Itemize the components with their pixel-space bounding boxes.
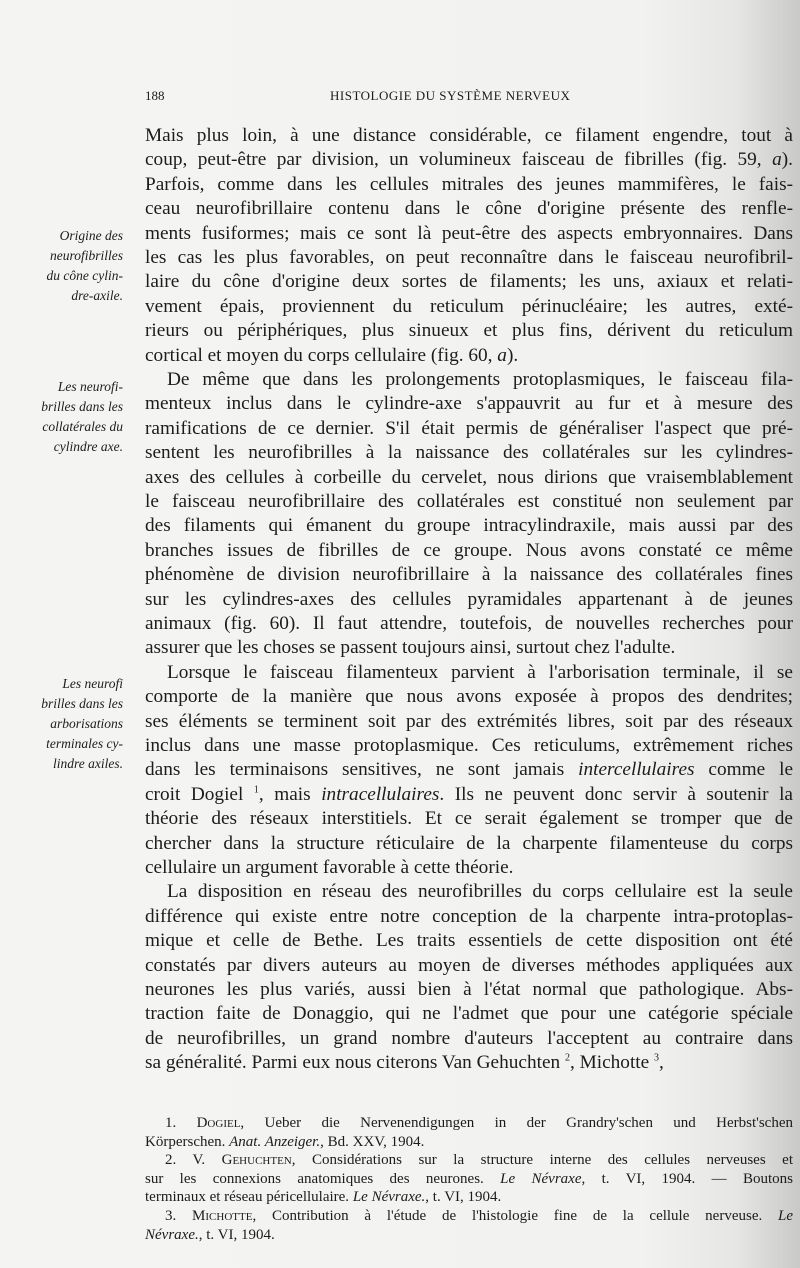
text-run: , t. VI, 1904.: [198, 1226, 275, 1243]
text-run: Dogiel: [196, 1115, 241, 1131]
text-run: Körperschen.: [145, 1133, 230, 1150]
text-run: des filaments qui émanent du groupe intracylindraxile, mais aussi par des: [145, 515, 793, 537]
text-run: chercher dans la structure réticulaire de la charpente filamenteuse du corps: [145, 832, 793, 854]
footnote-line: [145, 1170, 793, 1188]
text-line: [145, 490, 793, 514]
text-run: Le: [778, 1208, 794, 1224]
margin-note-line: du cône cylin-: [46, 268, 123, 283]
margin-note-line: brilles dans les: [41, 399, 123, 414]
text-line: [145, 441, 793, 465]
margin-note-line: Origine des: [59, 228, 123, 243]
text-run: a: [772, 149, 782, 171]
text-run: , Contribution à l'étude de l'histologie fine de la cellule nerveuse.: [252, 1208, 779, 1224]
text-run: mique et celle de Bethe. Les traits essentiels de cette disposition ont été: [145, 930, 793, 952]
text-run: terminaux et réseau péricellulaire.: [145, 1189, 353, 1206]
margin-note: [0, 674, 123, 774]
text-run: croit Dogiel: [145, 783, 254, 805]
text-line: [145, 636, 793, 660]
text-run: théorie des réseaux interstitiels. Et ce serait également se tromper que de: [145, 808, 793, 830]
text-line: [145, 392, 793, 416]
footnote-line: [145, 1226, 793, 1244]
text-line: [145, 246, 793, 270]
text-line: [145, 856, 793, 880]
margin-note-line: Les neurofi-: [57, 379, 123, 394]
text-run: intercellulaires: [578, 759, 695, 781]
text-run: Le Névraxe: [500, 1170, 582, 1187]
footnote-ref: 1: [253, 784, 259, 796]
text-line: [145, 954, 793, 978]
text-run: ses éléments se terminent soit par des extrémités libres, soit par des réseaux: [145, 710, 793, 732]
text-run: différence qui existe entre notre conception de la charpente intra-protoplas-: [145, 905, 793, 927]
text-run: comme le: [694, 759, 793, 781]
text-run: 3.: [165, 1208, 193, 1224]
margin-note-line: terminales cy-: [46, 736, 123, 751]
text-line: [145, 270, 793, 294]
text-line: [145, 929, 793, 953]
text-line: [145, 807, 793, 831]
text-run: ceau neurofibrillaire contenu dans le cône d'origine présente des renfle-: [145, 198, 793, 220]
text-run: menteux inclus dans le cylindre-axe s'appauvrit au fur et à mesure des: [145, 393, 793, 415]
text-line: [145, 563, 793, 587]
text-line: [145, 466, 793, 490]
text-line: [145, 832, 793, 856]
text-line: [145, 758, 793, 782]
footnote-ref: 2: [564, 1052, 570, 1064]
text-run: phénomène de division neurofibrillaire à la naissance des collatérales fines: [145, 564, 793, 586]
text-line: [145, 124, 793, 148]
text-line: [145, 661, 793, 685]
text-run: , t. VI, 1904. — Boutons: [581, 1170, 793, 1187]
margin-note-line: cylindre axe.: [53, 439, 123, 454]
margin-note: [0, 226, 123, 306]
text-line: [145, 173, 793, 197]
text-run: , t. VI, 1904.: [425, 1189, 502, 1206]
text-run: intracellulaires: [321, 783, 440, 805]
footnote-line: [145, 1114, 793, 1132]
text-line: [145, 1002, 793, 1026]
text-line: [145, 295, 793, 319]
text-run: ments fusiformes; mais ce sont là peut-être des aspects embryonnaires. Dans: [145, 222, 793, 244]
text-run: , Michotte: [569, 1052, 655, 1074]
text-line: [145, 222, 793, 246]
margin-note: [0, 377, 123, 457]
text-run: les cas les plus favorables, on peut reconnaître dans le faisceau neurofibril-: [145, 247, 793, 268]
text-run: laire du cône d'origine deux sortes de filaments; les uns, axiaux et relati-: [145, 271, 793, 293]
text-line: [145, 539, 793, 563]
text-run: , Considérations sur la structure interne des cellules nerveuses et: [291, 1152, 793, 1169]
text-line: [145, 344, 793, 368]
footnote-line: [145, 1207, 793, 1225]
text-run: ).: [506, 344, 519, 366]
text-run: ).: [781, 149, 793, 171]
margin-note-line: lindre axiles.: [53, 756, 123, 771]
text-run: neurones les plus variés, aussi bien à l'état normal que pathologique. Abs-: [145, 979, 793, 1000]
text-run: cortical et moyen du corps cellulaire (fig. 60,: [145, 344, 498, 366]
footnote-line: [145, 1151, 793, 1169]
text-run: inclus dans une masse protoplasmique. Ces reticulums, extrêmement riches: [145, 735, 793, 756]
margin-note-line: arborisations: [50, 716, 123, 731]
text-run: Lorsque le faisceau filamenteux parvient à l'arborisation terminale, il se: [167, 661, 793, 683]
text-run: Le Névraxe.: [352, 1189, 426, 1206]
text-run: rieurs ou périphériques, plus sinueux et plus fins, dérivent du reticulum: [145, 320, 793, 342]
text-line: [145, 685, 793, 709]
text-run: animaux (fig. 60). Il faut attendre, toutefois, de nouvelles recherches pour: [145, 613, 793, 634]
text-run: , Bd. XXV, 1904.: [320, 1133, 425, 1150]
text-run: axes des cellules à corbeille du cervelet, nous dirions que vraisemblablement: [145, 466, 793, 488]
text-run: constatés par divers auteurs au moyen de diverses méthodes appliquées aux: [145, 954, 793, 976]
text-run: vement épais, proviennent du reticulum périnucléaire; les autres, exté-: [145, 295, 793, 317]
text-run: . Ils ne peuvent donc servir à soutenir la: [439, 783, 793, 805]
footnote-ref: 3: [654, 1052, 660, 1064]
text-run: cellulaire un argument favorable à cette théorie.: [145, 857, 514, 878]
text-run: assurer que les choses se passent toujours ainsi, surtout chez l'adulte.: [145, 637, 676, 659]
text-line: [145, 905, 793, 929]
text-run: traction faite de Donaggio, qui ne l'admet que pour une catégorie spéciale: [145, 1003, 793, 1025]
text-run: , mais: [258, 783, 322, 805]
text-run: coup, peut-être par division, un volumineux faisceau de fibrilles (fig. 59,: [145, 149, 773, 171]
margin-note-line: brilles dans les: [41, 696, 123, 711]
text-run: a: [497, 344, 507, 366]
text-run: Parfois, comme dans les cellules mitrales des jeunes mammifères, le fais-: [145, 173, 793, 195]
text-run: sa généralité. Parmi eux nous citerons Van Gehuchten: [145, 1052, 565, 1074]
text-run: le faisceau neurofibrillaire des collatérales est constitué non seulement par: [145, 491, 793, 512]
margin-note-line: collatérales du: [42, 419, 123, 434]
margin-note-line: neurofibrilles: [50, 248, 123, 263]
text-line: [145, 319, 793, 343]
text-line: [145, 612, 793, 636]
text-line: [145, 588, 793, 612]
text-run: Névraxe.: [145, 1226, 199, 1243]
text-line: [145, 197, 793, 221]
text-run: sentent les neurofibrilles à la naissance des collatérales sur les cylindres-: [145, 442, 793, 464]
text-line: [145, 368, 793, 392]
text-run: De même que dans les prolongements protoplasmiques, le faisceau fila-: [167, 369, 793, 390]
margin-note-line: Les neurofi: [62, 676, 123, 691]
text-line: [145, 148, 793, 172]
text-run: comporte de la manière que nous avons exposée à propos des dendrites;: [145, 686, 793, 708]
text-run: dans les terminaisons sensitives, ne sont jamais: [145, 759, 579, 781]
text-run: Anat. Anzeiger.: [229, 1133, 321, 1150]
text-line: [145, 1051, 793, 1075]
footnote-line: [145, 1133, 793, 1151]
text-run: ,: [659, 1052, 664, 1074]
text-run: sur les cylindres-axes des cellules pyramidales appartenant à de jeunes: [145, 588, 793, 610]
text-line: [145, 1027, 793, 1051]
margin-note-line: dre-axile.: [71, 288, 123, 303]
text-run: 1.: [165, 1115, 197, 1131]
text-run: Gehuchten: [221, 1152, 292, 1169]
text-run: Mais plus loin, à une distance considérable, ce filament engendre, tout à: [145, 125, 793, 146]
text-run: La disposition en réseau des neurofibrilles du corps cellulaire est la seule: [167, 881, 793, 903]
text-run: Michotte: [192, 1208, 253, 1224]
text-line: [145, 417, 793, 441]
text-line: [145, 710, 793, 734]
text-run: de neurofibrilles, un grand nombre d'auteurs l'acceptent au contraire dans: [145, 1027, 793, 1049]
text-run: branches issues de fibrilles de ce groupe. Nous avons constaté ce même: [145, 539, 793, 561]
text-line: [145, 734, 793, 758]
text-line: [145, 783, 793, 807]
text-line: [145, 880, 793, 904]
text-line: [145, 514, 793, 538]
footnote-line: [145, 1188, 793, 1206]
text-run: 2. V.: [165, 1152, 222, 1169]
text-run: ramifications de ce dernier. S'il était permis de généraliser l'aspect que pré-: [145, 417, 793, 439]
running-title: HISTOLOGIE DU SYSTÈME NERVEUX: [330, 88, 571, 103]
text-run: sur les connexions anatomiques des neurones.: [145, 1170, 501, 1187]
text-line: [145, 978, 793, 1002]
page-number: 188: [145, 88, 165, 103]
text-run: , Ueber die Nervenendigungen in der Grandry'schen und Herbst'schen: [240, 1115, 793, 1131]
